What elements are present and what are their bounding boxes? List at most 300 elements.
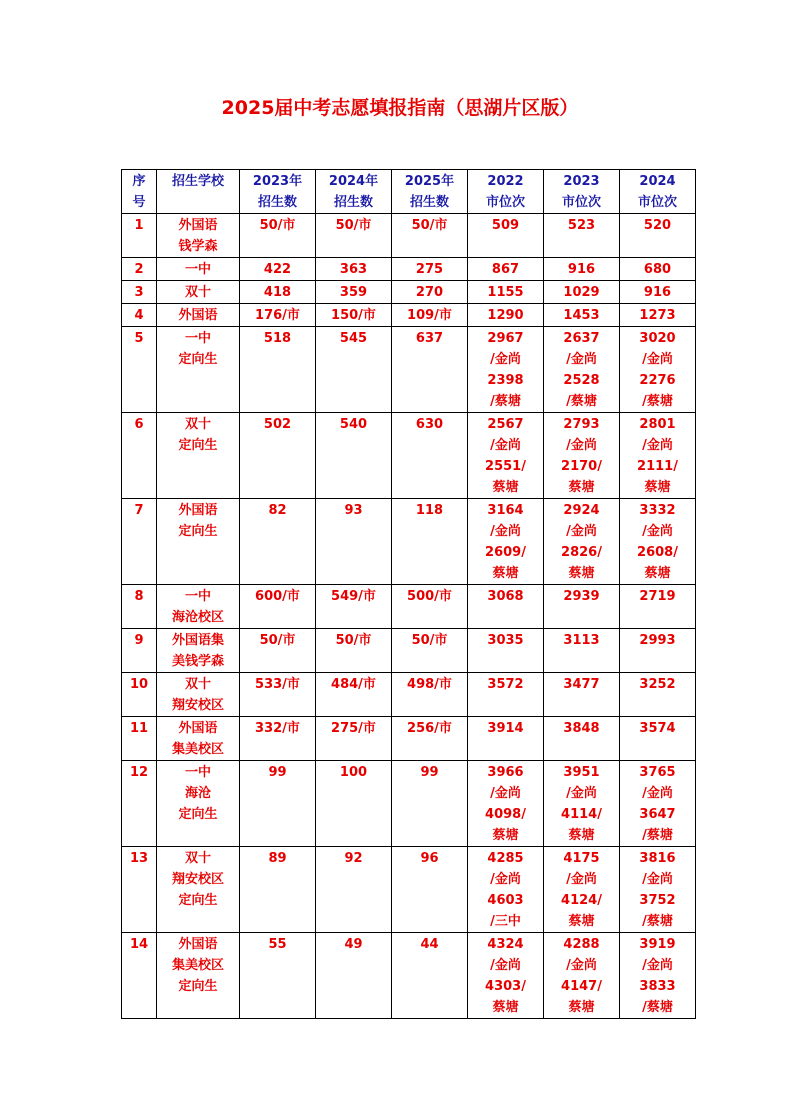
quota-2025-cell (392, 673, 468, 717)
cell-line: 2 (134, 262, 144, 277)
cell-line: /金尚 (642, 438, 673, 453)
school-name-cell (157, 258, 240, 281)
cell-line: 外国语 (178, 308, 218, 323)
header-line: 招生学校 (171, 174, 224, 189)
header-line: 2023年 (252, 174, 303, 189)
header-line: 招生数 (409, 195, 449, 210)
quota-2024-cell (316, 933, 392, 1019)
cell-line: 3833 (639, 979, 676, 994)
cell-line: 2719 (639, 589, 676, 604)
cell-line: 一中 (184, 331, 211, 346)
quota-2024-cell (316, 258, 392, 281)
quota-2023-cell (240, 214, 316, 258)
cell-line: 4 (134, 308, 144, 323)
cell-line: 蔡塘 (568, 480, 595, 495)
rank-2024-cell (620, 629, 696, 673)
cell-line: 540 (339, 417, 368, 432)
cell-line: 蔡塘 (644, 480, 671, 495)
cell-line: /金尚 (490, 786, 521, 801)
cell-line: /金尚 (490, 958, 521, 973)
cell-line: 3068 (487, 589, 524, 604)
cell-line: 2276 (639, 373, 676, 388)
school-name-cell (157, 673, 240, 717)
cell-line: 3919 (639, 937, 676, 952)
header-line: 2023 (563, 174, 600, 189)
cell-line: 680 (643, 262, 672, 277)
cell-line: 2567 (487, 417, 524, 432)
admission-table (121, 169, 696, 1019)
cell-line: 13 (129, 851, 149, 866)
cell-line: /蔡塘 (642, 394, 673, 409)
cell-line: 4124/ (561, 893, 602, 908)
table-row (122, 304, 696, 327)
cell-line: /三中 (490, 914, 521, 929)
school-name-cell (157, 304, 240, 327)
rank-2023-cell (544, 673, 620, 717)
cell-line: 蔡塘 (492, 566, 519, 581)
cell-line: 集美校区 (171, 742, 224, 757)
cell-line: /金尚 (566, 872, 597, 887)
school-name-cell (157, 629, 240, 673)
rank-2022-cell (468, 258, 544, 281)
cell-line: 96 (420, 851, 439, 866)
cell-line: 3647 (639, 807, 676, 822)
cell-line: 1 (134, 218, 144, 233)
cell-line: 500/市 (407, 589, 452, 604)
rank-2024-cell (620, 281, 696, 304)
quota-2025-cell (392, 413, 468, 499)
cell-line: 外国语 (178, 721, 218, 736)
cell-line: 82 (268, 503, 287, 518)
cell-line: 502 (263, 417, 292, 432)
cell-line: 蔡塘 (492, 1000, 519, 1015)
header-line: 序 (132, 174, 146, 189)
cell-line: 3572 (487, 677, 524, 692)
quota-2025-cell (392, 761, 468, 847)
cell-line: 双十 (184, 677, 211, 692)
row-index-cell (122, 413, 157, 499)
quota-2023-cell (240, 933, 316, 1019)
cell-line: 蔡塘 (644, 566, 671, 581)
cell-line: 55 (268, 937, 287, 952)
cell-line: 363 (339, 262, 368, 277)
quota-2024-cell (316, 413, 392, 499)
cell-line: 外国语 (178, 503, 218, 518)
cell-line: 2609/ (485, 545, 526, 560)
rank-2023-cell (544, 214, 620, 258)
quota-2024-cell (316, 281, 392, 304)
cell-line: 93 (344, 503, 363, 518)
school-name-cell (157, 214, 240, 258)
cell-line: 3164 (487, 503, 524, 518)
cell-line: 275/市 (331, 721, 376, 736)
table-row (122, 847, 696, 933)
quota-2024-cell (316, 214, 392, 258)
cell-line: 3477 (563, 677, 600, 692)
table-row (122, 214, 696, 258)
cell-line: 44 (420, 937, 439, 952)
cell-line: 14 (129, 937, 149, 952)
cell-line: 256/市 (407, 721, 452, 736)
cell-line: 50/市 (335, 218, 372, 233)
school-name-cell (157, 327, 240, 413)
cell-line: 一中 (184, 262, 211, 277)
table-row (122, 499, 696, 585)
rank-2022-cell (468, 629, 544, 673)
cell-line: 外国语集 (171, 633, 224, 648)
table-header (122, 170, 696, 214)
rank-2023-cell (544, 413, 620, 499)
cell-line: 3035 (487, 633, 524, 648)
cell-line: 一中 (184, 765, 211, 780)
cell-line: /蔡塘 (642, 1000, 673, 1015)
cell-line: 定向生 (178, 524, 218, 539)
cell-line: 89 (268, 851, 287, 866)
cell-line: 蔡塘 (568, 828, 595, 843)
quota-2024-cell (316, 327, 392, 413)
rank-2022-cell (468, 327, 544, 413)
quota-2023-cell (240, 673, 316, 717)
cell-line: 蔡塘 (568, 1000, 595, 1015)
table-row (122, 629, 696, 673)
cell-line: 蔡塘 (568, 914, 595, 929)
rank-2022-cell (468, 304, 544, 327)
table-row (122, 673, 696, 717)
table-row (122, 258, 696, 281)
header-line: 2024年 (328, 174, 379, 189)
cell-line: 2111/ (637, 459, 678, 474)
rank-2023-cell (544, 304, 620, 327)
table-body (122, 214, 696, 1019)
quota-2025-cell (392, 499, 468, 585)
cell-line: 523 (567, 218, 596, 233)
row-index-cell (122, 327, 157, 413)
cell-line: 7 (134, 503, 144, 518)
table-row (122, 413, 696, 499)
cell-line: 4147/ (561, 979, 602, 994)
cell-line: 422 (263, 262, 292, 277)
header-line: 招生数 (333, 195, 373, 210)
cell-line: 2608/ (637, 545, 678, 560)
row-index-cell (122, 499, 157, 585)
quota-2023-cell (240, 629, 316, 673)
cell-line: /金尚 (490, 872, 521, 887)
cell-line: 双十 (184, 417, 211, 432)
quota-2023-cell (240, 304, 316, 327)
quota-2023-cell (240, 761, 316, 847)
cell-line: 498/市 (407, 677, 452, 692)
row-index-cell (122, 629, 157, 673)
quota-2025-cell (392, 281, 468, 304)
row-index-cell (122, 761, 157, 847)
rank-2023-cell (544, 933, 620, 1019)
school-name-cell (157, 499, 240, 585)
cell-line: /蔡塘 (642, 828, 673, 843)
cell-line: 2170/ (561, 459, 602, 474)
rank-2024-cell (620, 673, 696, 717)
cell-line: 2793 (563, 417, 600, 432)
cell-line: 外国语 (178, 937, 218, 952)
cell-line: 8 (134, 589, 144, 604)
cell-line: 定向生 (178, 893, 218, 908)
cell-line: /金尚 (566, 958, 597, 973)
cell-line: 9 (134, 633, 144, 648)
cell-line: 3332 (639, 503, 676, 518)
school-name-cell (157, 717, 240, 761)
table-row (122, 327, 696, 413)
cell-line: 359 (339, 285, 368, 300)
header-line: 2025年 (404, 174, 455, 189)
quota-2024-cell (316, 304, 392, 327)
cell-line: 3 (134, 285, 144, 300)
cell-line: 545 (339, 331, 368, 346)
cell-line: 双十 (184, 285, 211, 300)
rank-2023-cell (544, 761, 620, 847)
cell-line: 50/市 (259, 218, 296, 233)
cell-line: 2801 (639, 417, 676, 432)
header-line: 市位次 (561, 195, 601, 210)
cell-line: 109/市 (407, 308, 452, 323)
school-name-cell (157, 281, 240, 304)
quota-2024-cell (316, 761, 392, 847)
header-quota-2023 (240, 170, 316, 214)
cell-line: /蔡塘 (490, 394, 521, 409)
quota-2025-cell (392, 304, 468, 327)
cell-line: 4603 (487, 893, 524, 908)
cell-line: 3113 (563, 633, 600, 648)
cell-line: 3020 (639, 331, 676, 346)
header-rank-2023 (544, 170, 620, 214)
cell-line: 3816 (639, 851, 676, 866)
cell-line: 双十 (184, 851, 211, 866)
table-row (122, 717, 696, 761)
rank-2022-cell (468, 214, 544, 258)
row-index-cell (122, 214, 157, 258)
cell-line: 2398 (487, 373, 524, 388)
rank-2023-cell (544, 629, 620, 673)
cell-line: 蔡塘 (568, 566, 595, 581)
school-name-cell (157, 933, 240, 1019)
rank-2023-cell (544, 717, 620, 761)
cell-line: 99 (268, 765, 287, 780)
cell-line: /金尚 (642, 524, 673, 539)
rank-2024-cell (620, 585, 696, 629)
quota-2023-cell (240, 281, 316, 304)
cell-line: 4175 (563, 851, 600, 866)
cell-line: 定向生 (178, 807, 218, 822)
row-index-cell (122, 933, 157, 1019)
cell-line: 4303/ (485, 979, 526, 994)
rank-2022-cell (468, 499, 544, 585)
header-rank-2024 (620, 170, 696, 214)
quota-2023-cell (240, 585, 316, 629)
cell-line: 2528 (563, 373, 600, 388)
cell-line: /金尚 (566, 438, 597, 453)
rank-2022-cell (468, 413, 544, 499)
school-name-cell (157, 585, 240, 629)
cell-line: /金尚 (642, 352, 673, 367)
cell-line: 蔡塘 (492, 480, 519, 495)
school-name-cell (157, 761, 240, 847)
header-line: 市位次 (485, 195, 525, 210)
table-row (122, 761, 696, 847)
school-name-cell (157, 847, 240, 933)
cell-line: 3966 (487, 765, 524, 780)
cell-line: 翔安校区 (171, 698, 224, 713)
rank-2023-cell (544, 585, 620, 629)
quota-2025-cell (392, 214, 468, 258)
quota-2025-cell (392, 933, 468, 1019)
rank-2024-cell (620, 933, 696, 1019)
cell-line: /金尚 (642, 872, 673, 887)
cell-line: /金尚 (642, 958, 673, 973)
quota-2025-cell (392, 585, 468, 629)
header-line: 2024 (639, 174, 676, 189)
cell-line: 916 (643, 285, 672, 300)
cell-line: /金尚 (566, 352, 597, 367)
row-index-cell (122, 847, 157, 933)
cell-line: 176/市 (255, 308, 300, 323)
header-rank-2022 (468, 170, 544, 214)
rank-2024-cell (620, 717, 696, 761)
rank-2023-cell (544, 499, 620, 585)
cell-line: 270 (415, 285, 444, 300)
cell-line: 99 (420, 765, 439, 780)
cell-line: 637 (415, 331, 444, 346)
cell-line: 418 (263, 285, 292, 300)
cell-line: 3914 (487, 721, 524, 736)
cell-line: 484/市 (331, 677, 376, 692)
rank-2024-cell (620, 499, 696, 585)
cell-line: 100 (339, 765, 368, 780)
rank-2024-cell (620, 847, 696, 933)
school-name-cell (157, 413, 240, 499)
cell-line: 49 (344, 937, 363, 952)
cell-line: 509 (491, 218, 520, 233)
cell-line: 1273 (639, 308, 676, 323)
cell-line: /蔡塘 (642, 914, 673, 929)
cell-line: 蔡塘 (492, 828, 519, 843)
rank-2022-cell (468, 585, 544, 629)
cell-line: 11 (129, 721, 149, 736)
cell-line: 1453 (563, 308, 600, 323)
cell-line: 4324 (487, 937, 524, 952)
rank-2022-cell (468, 717, 544, 761)
cell-line: 美钱学森 (171, 654, 224, 669)
rank-2023-cell (544, 327, 620, 413)
cell-line: 3574 (639, 721, 676, 736)
quota-2025-cell (392, 717, 468, 761)
cell-line: 533/市 (255, 677, 300, 692)
rank-2023-cell (544, 281, 620, 304)
cell-line: 定向生 (178, 438, 218, 453)
quota-2023-cell (240, 258, 316, 281)
cell-line: 549/市 (331, 589, 376, 604)
cell-line: 3848 (563, 721, 600, 736)
cell-line: 3252 (639, 677, 676, 692)
cell-line: /金尚 (566, 524, 597, 539)
cell-line: 2826/ (561, 545, 602, 560)
rank-2024-cell (620, 258, 696, 281)
cell-line: 海沧 (184, 786, 211, 801)
header-row (122, 170, 696, 214)
cell-line: 50/市 (259, 633, 296, 648)
cell-line: 150/市 (331, 308, 376, 323)
rank-2022-cell (468, 761, 544, 847)
rank-2022-cell (468, 281, 544, 304)
rank-2024-cell (620, 761, 696, 847)
cell-line: /金尚 (490, 524, 521, 539)
rank-2024-cell (620, 413, 696, 499)
rank-2023-cell (544, 847, 620, 933)
cell-line: 外国语 (178, 218, 218, 233)
cell-line: 3951 (563, 765, 600, 780)
cell-line: 2551/ (485, 459, 526, 474)
cell-line: 275 (415, 262, 444, 277)
quota-2024-cell (316, 717, 392, 761)
quota-2023-cell (240, 499, 316, 585)
header-index (122, 170, 157, 214)
header-line: 号 (132, 195, 146, 210)
cell-line: 92 (344, 851, 363, 866)
cell-line: 50/市 (411, 218, 448, 233)
cell-line: 2967 (487, 331, 524, 346)
header-quota-2025 (392, 170, 468, 214)
cell-line: 定向生 (178, 979, 218, 994)
row-index-cell (122, 585, 157, 629)
cell-line: 4114/ (561, 807, 602, 822)
cell-line: 520 (643, 218, 672, 233)
rank-2023-cell (544, 258, 620, 281)
cell-line: /金尚 (566, 786, 597, 801)
cell-line: 6 (134, 417, 144, 432)
row-index-cell (122, 258, 157, 281)
quota-2024-cell (316, 499, 392, 585)
header-quota-2024 (316, 170, 392, 214)
quota-2024-cell (316, 585, 392, 629)
quota-2024-cell (316, 847, 392, 933)
cell-line: 3752 (639, 893, 676, 908)
cell-line: 867 (491, 262, 520, 277)
page-title: 2025届中考志愿填报指南（思湖片区版） (221, 97, 579, 119)
cell-line: 3765 (639, 765, 676, 780)
quota-2025-cell (392, 327, 468, 413)
cell-line: /金尚 (642, 786, 673, 801)
cell-line: 50/市 (411, 633, 448, 648)
cell-line: 4285 (487, 851, 524, 866)
quota-2023-cell (240, 413, 316, 499)
header-line: 招生数 (257, 195, 297, 210)
header-line: 2022 (487, 174, 524, 189)
cell-line: 一中 (184, 589, 211, 604)
cell-line: 海沧校区 (171, 610, 224, 625)
quota-2024-cell (316, 673, 392, 717)
cell-line: 集美校区 (171, 958, 224, 973)
header-school (157, 170, 240, 214)
rank-2022-cell (468, 673, 544, 717)
cell-line: /金尚 (490, 352, 521, 367)
rank-2024-cell (620, 214, 696, 258)
quota-2025-cell (392, 629, 468, 673)
header-line: 市位次 (637, 195, 677, 210)
quota-2023-cell (240, 327, 316, 413)
row-index-cell (122, 673, 157, 717)
quota-2025-cell (392, 847, 468, 933)
cell-line: 1290 (487, 308, 524, 323)
cell-line: /蔡塘 (566, 394, 597, 409)
cell-line: 600/市 (255, 589, 300, 604)
cell-line: 916 (567, 262, 596, 277)
